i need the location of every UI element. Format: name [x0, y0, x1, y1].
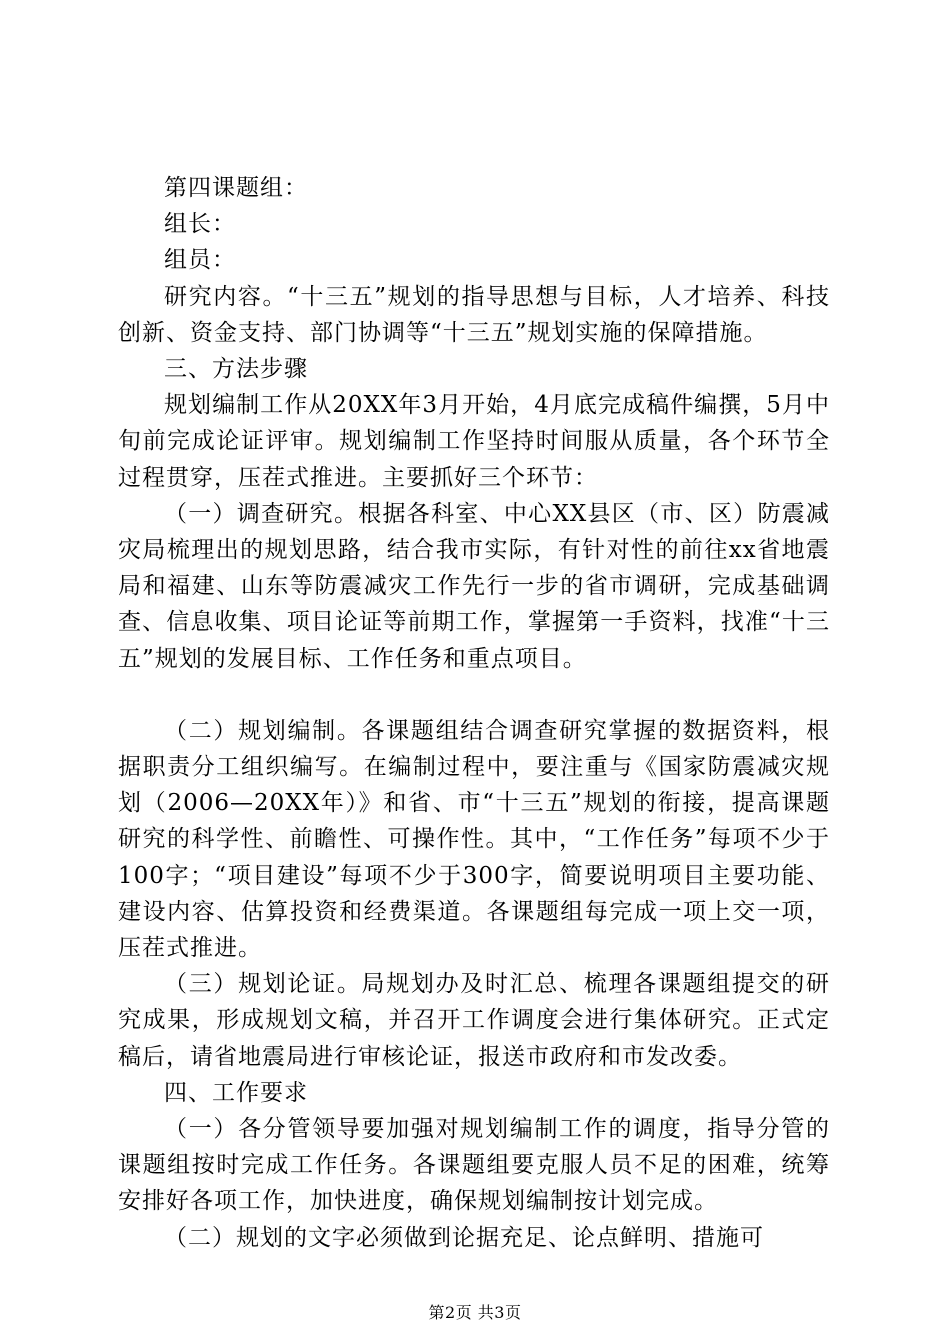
plan-drafting-paragraph: （二）规划编制。各课题组结合调查研究掌握的数据资料，根据职责分工组织编写。在编制过程中，要注重与《国家防震减灾规划（2006—20XX年）》和省、市“十三五”规划的衔接，提高课题研究的科学性、前瞻性、可操作性。其中，“工作任务”每项不少于100字；“项目建设”每项不少于300字，简要说明项目主要功能、建设内容、估算投资和经费渠道。各课题组每完成一项上交一项，压茬式推进。: [118, 717, 830, 962]
survey-research-paragraph: （一）调查研究。根据各科室、中心XX县区（市、区）防震减灾局梳理出的规划思路，结合我市实际，有针对性的前往xx省地震局和福建、山东等防震减灾工作先行一步的省市调研，完成基础调查、信息收集、项目论证等前期工作，掌握第一手资料，找准“十三五”规划的发展目标、工作任务和重点项目。: [118, 500, 830, 672]
group-leader-line: 组长：: [164, 211, 236, 238]
section-four-heading: 四、工作要求: [164, 1079, 308, 1106]
research-content-paragraph: 研究内容。“十三五”规划的指导思想与目标，人才培养、科技创新、资金支持、部门协调等“十三五”规划实施的保障措施。: [118, 283, 830, 346]
plan-review-paragraph: （三）规划论证。局规划办及时汇总、梳理各课题组提交的研究成果，形成规划文稿，并召开工作调度会进行集体研究。正式定稿后，请省地震局进行审核论证，报送市政府和市发改委。: [118, 971, 830, 1070]
paragraph-gap: [118, 677, 830, 713]
section-three-heading: 三、方法步骤: [164, 356, 308, 383]
page-number-footer: 第2页 共3页: [428, 1303, 522, 1322]
schedule-paragraph: 规划编制工作从20XX年3月开始，4月底完成稿件编撰，5月中旬前完成论证评审。规划编制工作坚持时间服从质量，各个环节全过程贯穿，压茬式推进。主要抓好三个环节：: [118, 392, 830, 491]
document-body: [118, 170, 830, 1256]
group-four-heading: 第四课题组：: [164, 175, 308, 201]
group-members-line: 组员：: [164, 247, 236, 274]
requirement-one-paragraph: （一）各分管领导要加强对规划编制工作的调度，指导分管的课题组按时完成工作任务。各课题组要克服人员不足的困难，统筹安排好各项工作，加快进度，确保规划编制按计划完成。: [118, 1116, 830, 1215]
requirement-two-paragraph: （二）规划的文字必须做到论据充足、论点鲜明、措施可: [164, 1224, 764, 1251]
